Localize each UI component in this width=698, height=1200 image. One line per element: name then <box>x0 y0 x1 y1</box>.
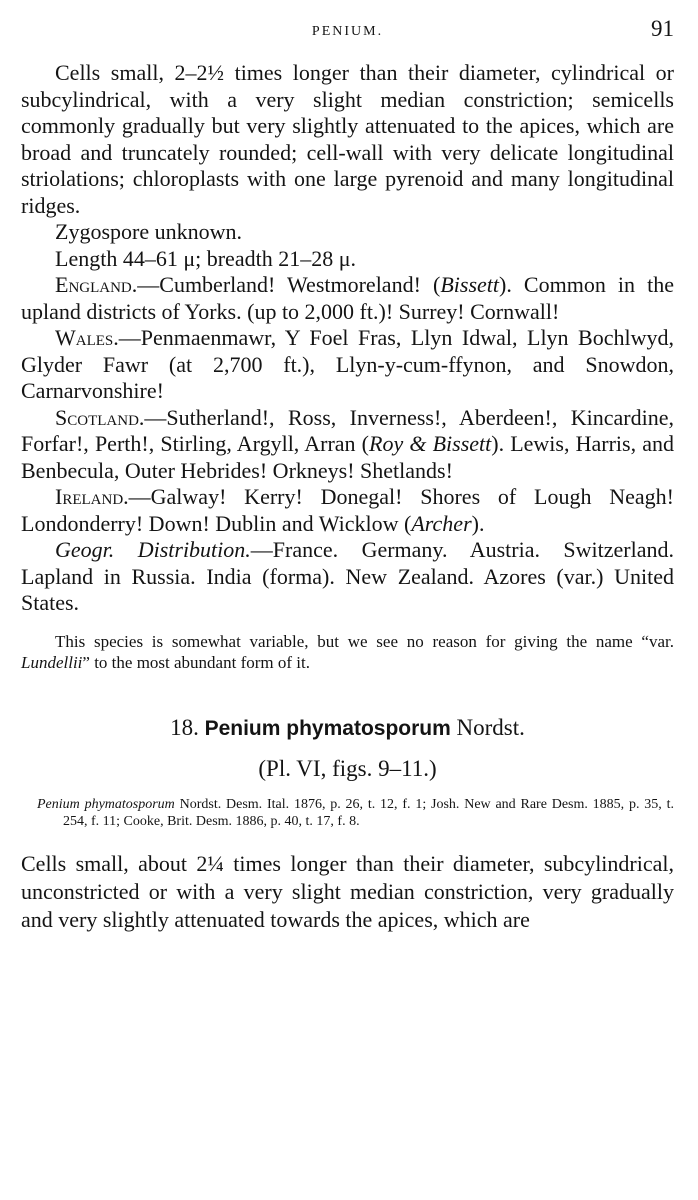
plate-reference: (Pl. VI, figs. 9–11.) <box>258 755 437 781</box>
page-header <box>21 0 674 60</box>
distribution-england <box>21 272 674 325</box>
running-head: PENIUM. <box>311 24 384 39</box>
scotland-localities-rest: ). Lewis, Harris, and Benbecula, Outer Hebrides! Orkneys! Shetlands! <box>21 431 674 483</box>
citation-name: Penium phymatosporum <box>37 796 175 812</box>
region-label-england: England. <box>55 272 138 297</box>
ireland-localities-rest: ). <box>471 510 485 536</box>
england-authority: Bissett <box>440 272 499 297</box>
page-number: 91 <box>651 16 674 41</box>
ireland-localities: —Galway! Kerry! Donegal! Shores of Lough Neagh! Londonderry! Down! Dublin and Wicklow ( <box>21 484 674 536</box>
note-variety: Lundellii <box>21 652 83 672</box>
measurements: Length 44–61 μ; breadth 21–28 μ. <box>55 245 356 271</box>
species-author: Nordst. <box>456 714 525 740</box>
region-label-wales: Wales. <box>55 325 119 350</box>
region-label-scotland: Scotland. <box>55 404 145 430</box>
distribution-scotland <box>21 405 674 485</box>
citation-text: Nordst. Desm. Ital. 1876, p. 26, t. 12, f. 1; Josh. New and Rare Desm. 1885, p. 35, t. 254, f. 11; Cooke, Brit. Desm. 1886, p. 40, t. 17, f. 8. <box>63 796 674 829</box>
note-text-after: ” to the most abundant form of it. <box>82 652 310 672</box>
england-localities-rest: ). Common in the upland districts of Yorks. (up to 2,000 ft.)! Surrey! Cornwall! <box>21 272 675 324</box>
scotland-authority: Roy & Bissett <box>369 431 492 456</box>
england-localities: —Cumberland! Westmoreland! ( <box>137 272 441 297</box>
species-18-description: Cells small, about 2¼ times longer than their diameter, subcylindrical, unconstricted or with a very slight median constriction, very gradually and very slightly attenuated towards the apices, which are <box>21 850 674 932</box>
geogr-localities: —France. Germany. Austria. Switzerland. Lapland in Russia. India (forma). New Zealand. Azores (var.) United States. <box>21 537 674 615</box>
zygospore-note: Zygospore unknown. <box>55 219 242 244</box>
scotland-localities: —Sutherland!, Ross, Inverness!, Aberdeen!, Kincardine, Forfar!, Perth!, Stirling, Argyll, Arran ( <box>21 404 674 456</box>
geogr-label: Geogr. Distribution. <box>55 537 251 562</box>
species-number: 18. <box>170 714 199 740</box>
synonymy-citation <box>21 796 674 830</box>
distribution-ireland <box>21 484 674 537</box>
ireland-authority: Archer <box>411 510 472 536</box>
variability-note <box>21 631 674 673</box>
note-text-before: This species is somewhat variable, but we see no reason for giving the name “var. <box>55 631 674 651</box>
wales-localities: —Penmaenmawr, Y Foel Fras, Llyn Idwal, Llyn Bochlwyd, Glyder Fawr (at 2,700 ft.), Llyn-y-cum-ffynon, and Snowdon, Carnarvonshire! <box>21 325 674 403</box>
cell-description: Cells small, 2–2½ times longer than their diameter, cylindrical or subcylindrical, with a very slight median constriction; semicells commonly gradually but very slightly attenuated to the apices, which are broad and truncately rounded; cell-wall with very delicate longitudinal striolations; chloroplasts with one large pyrenoid and many longitudinal ridges. <box>21 60 674 218</box>
geographic-distribution <box>21 537 674 617</box>
region-label-ireland: Ireland. <box>55 484 129 509</box>
species-heading <box>21 713 674 744</box>
species-name: Penium phymatosporum <box>204 716 451 740</box>
distribution-wales <box>21 325 674 405</box>
species-account <box>21 60 674 617</box>
